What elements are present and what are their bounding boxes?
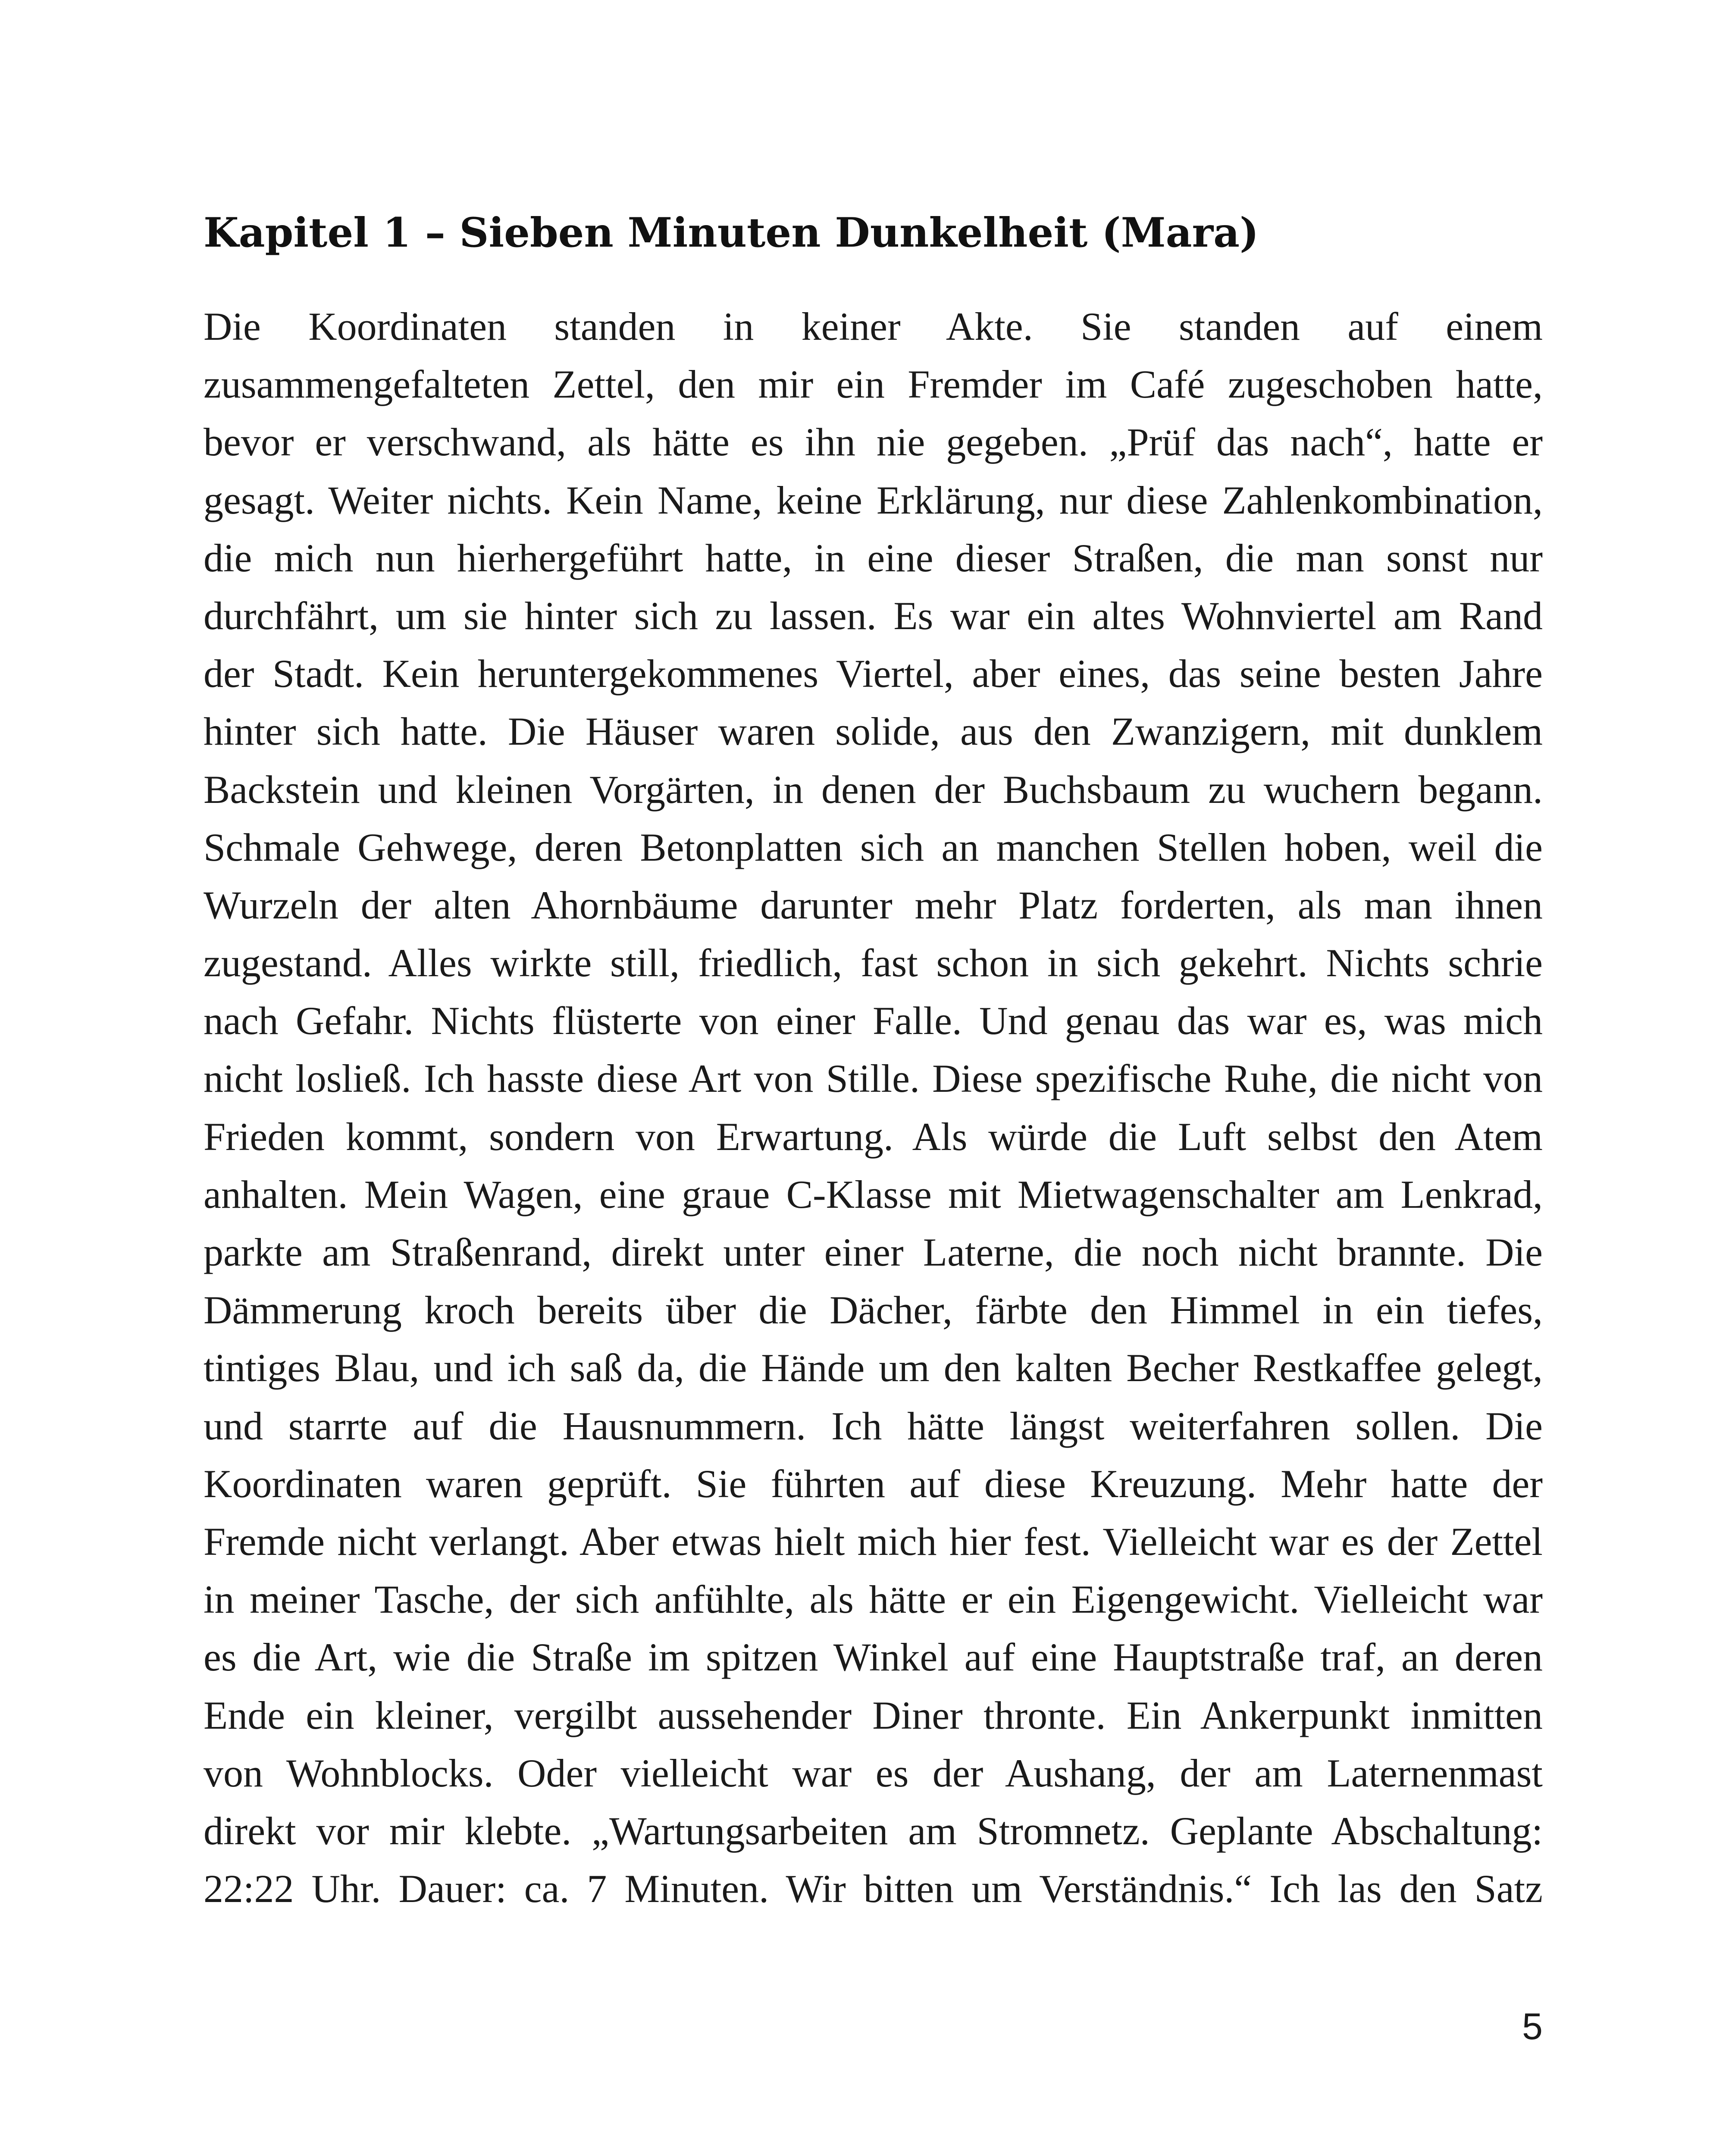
text-line: nicht losließ. Ich hasste diese Art von Stille. Diese spezifische Ruhe, die nicht von: [204, 1056, 1543, 1101]
text-line: 22:22 Uhr. Dauer: ca. 7 Minuten. Wir bitten um Verständnis.“ Ich las den Satz: [204, 1867, 1543, 1911]
text-line: nach Gefahr. Nichts flüsterte von einer Falle. Und genau das war es, was mich: [204, 999, 1543, 1043]
text-line: tintiges Blau, und ich saß da, die Hände um den kalten Becher Restkaffee gelegt,: [204, 1346, 1543, 1390]
page-number: 5: [1522, 2006, 1543, 2047]
text-line: hinter sich hatte. Die Häuser waren solide, aus den Zwanzigern, mit dunklem: [204, 709, 1543, 754]
body-paragraph: [204, 298, 1543, 1918]
text-line: parkte am Straßenrand, direkt unter einer Laterne, die noch nicht brannte. Die: [204, 1230, 1543, 1274]
text-line: Ende ein kleiner, vergilbt aussehender Diner thronte. Ein Ankerpunkt inmitten: [204, 1693, 1543, 1737]
text-line: Wurzeln der alten Ahornbäume darunter mehr Platz forderten, als man ihnen: [204, 883, 1543, 927]
text-line: Die Koordinaten standen in keiner Akte. Sie standen auf einem: [204, 304, 1543, 348]
text-line: direkt vor mir klebte. „Wartungsarbeiten am Stromnetz. Geplante Abschaltung:: [204, 1808, 1543, 1853]
text-line: Backstein und kleinen Vorgärten, in denen der Buchsbaum zu wuchern begann.: [204, 767, 1543, 812]
chapter-title: Kapitel 1 – Sieben Minuten Dunkelheit (Mara): [204, 209, 1259, 257]
text-line: die mich nun hierhergeführt hatte, in eine dieser Straßen, die man sonst nur: [204, 536, 1543, 580]
text-line: der Stadt. Kein heruntergekommenes Viertel, aber eines, das seine besten Jahre: [204, 652, 1543, 696]
text-line: es die Art, wie die Straße im spitzen Winkel auf eine Hauptstraße traf, an deren: [204, 1635, 1543, 1680]
text-line: von Wohnblocks. Oder vielleicht war es der Aushang, der am Laternenmast: [204, 1751, 1543, 1795]
text-line: Dämmerung kroch bereits über die Dächer, färbte den Himmel in ein tiefes,: [204, 1288, 1543, 1332]
text-line: durchfährt, um sie hinter sich zu lassen. Es war ein altes Wohnviertel am Rand: [204, 593, 1543, 638]
text-line: zugestand. Alles wirkte still, friedlich, fast schon in sich gekehrt. Nichts schrie: [204, 941, 1543, 985]
text-line: Schmale Gehwege, deren Betonplatten sich an manchen Stellen hoben, weil die: [204, 825, 1543, 869]
text-line: Koordinaten waren geprüft. Sie führten auf diese Kreuzung. Mehr hatte der: [204, 1461, 1543, 1506]
text-line: zusammengefalteten Zettel, den mir ein Fremder im Café zugeschoben hatte,: [204, 362, 1543, 407]
text-line: Frieden kommt, sondern von Erwartung. Als würde die Luft selbst den Atem: [204, 1114, 1543, 1159]
text-line: gesagt. Weiter nichts. Kein Name, keine Erklärung, nur diese Zahlenkombination,: [204, 478, 1543, 522]
text-line: anhalten. Mein Wagen, eine graue C-Klasse mit Mietwagenschalter am Lenkrad,: [204, 1172, 1543, 1216]
text-line: in meiner Tasche, der sich anfühlte, als hätte er ein Eigengewicht. Vielleicht war: [204, 1577, 1543, 1622]
text-line: bevor er verschwand, als hätte es ihn nie gegeben. „Prüf das nach“, hatte er: [204, 420, 1543, 464]
text-line: Fremde nicht verlangt. Aber etwas hielt mich hier fest. Vielleicht war es der Zettel: [204, 1519, 1543, 1564]
text-line: und starrte auf die Hausnummern. Ich hätte längst weiterfahren sollen. Die: [204, 1404, 1543, 1448]
